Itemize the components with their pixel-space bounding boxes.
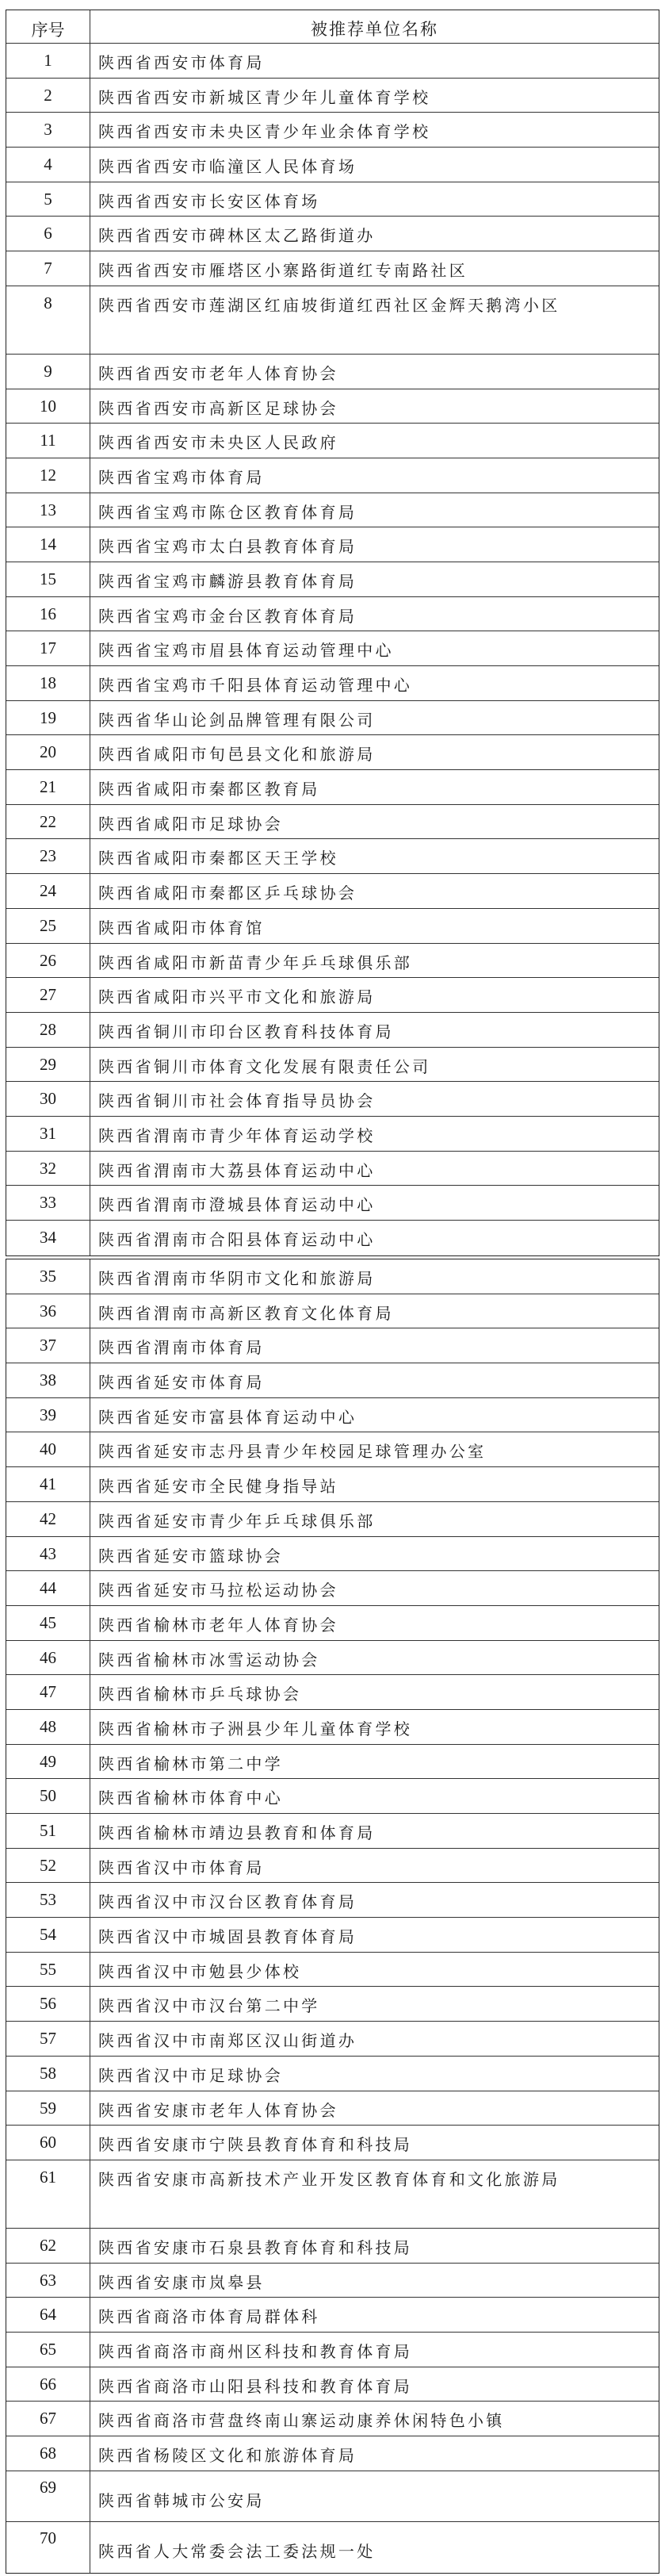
unit-name: 陕西省渭南市体育局 [98, 1338, 265, 1358]
table-row [6, 217, 659, 251]
unit-name: 陕西省商洛市山阳县科技和教育体育局 [98, 2376, 413, 2396]
table-row [6, 1294, 659, 1329]
unit-name: 陕西省渭南市大荔县体育运动中心 [98, 1160, 376, 1180]
table-row [6, 1467, 659, 1502]
table-row [6, 631, 659, 666]
row-number: 70 [6, 2522, 90, 2573]
unit-name: 陕西省咸阳市秦都区乒乓球协会 [98, 884, 357, 903]
nominee-table-part-1 [6, 10, 659, 1256]
unit-name: 陕西省宝鸡市千阳县体育运动管理中心 [98, 676, 413, 695]
unit-name: 陕西省汉中市体育局 [98, 1857, 265, 1877]
unit-name: 陕西省汉中市汉台区教育体育局 [98, 1892, 357, 1912]
unit-name: 陕西省宝鸡市体育局 [98, 467, 265, 487]
row-number: 46 [6, 1641, 90, 1675]
table-row [6, 874, 659, 909]
unit-name: 陕西省咸阳市旬邑县文化和旅游局 [98, 745, 376, 765]
row-number: 53 [6, 1883, 90, 1917]
unit-name: 陕西省渭南市青少年体育运动学校 [98, 1125, 376, 1145]
row-number: 16 [6, 597, 90, 631]
row-number: 57 [6, 2022, 90, 2056]
unit-name: 陕西省榆林市冰雪运动协会 [98, 1650, 320, 1669]
row-number: 21 [6, 770, 90, 804]
table-row [6, 701, 659, 736]
table-row [6, 1221, 659, 1255]
unit-name: 陕西省宝鸡市太白县教育体育局 [98, 537, 357, 557]
row-number: 5 [6, 182, 90, 217]
table-row [6, 2298, 659, 2333]
table-row [6, 44, 659, 79]
row-number: 52 [6, 1849, 90, 1883]
row-number: 8 [6, 286, 90, 354]
table-row [6, 389, 659, 424]
row-number: 19 [6, 701, 90, 735]
row-number: 68 [6, 2436, 90, 2471]
table-row [6, 1363, 659, 1398]
row-number: 59 [6, 2091, 90, 2126]
row-number: 32 [6, 1152, 90, 1186]
unit-name: 陕西省延安市富县体育运动中心 [98, 1407, 357, 1427]
table-row [6, 666, 659, 701]
row-number: 2 [6, 79, 90, 113]
table-row [6, 1048, 659, 1083]
row-number: 38 [6, 1363, 90, 1397]
table-row [6, 1502, 659, 1537]
unit-name: 陕西省榆林市子洲县少年儿童体育学校 [98, 1719, 413, 1738]
table-row [6, 1675, 659, 1710]
unit-name: 陕西省商洛市商州区科技和教育体育局 [98, 2341, 413, 2361]
table-row [6, 1745, 659, 1780]
unit-name: 陕西省安康市岚皋县 [98, 2272, 265, 2292]
table-row [6, 1186, 659, 1221]
table-row [6, 1117, 659, 1152]
row-number: 48 [6, 1710, 90, 1744]
unit-name: 陕西省西安市未央区青少年业余体育学校 [98, 122, 431, 142]
table-row [6, 770, 659, 805]
row-number: 49 [6, 1745, 90, 1779]
table-row [6, 79, 659, 113]
row-number: 23 [6, 839, 90, 873]
row-number: 43 [6, 1537, 90, 1571]
row-number: 24 [6, 874, 90, 908]
unit-name: 陕西省西安市未央区人民政府 [98, 433, 338, 453]
table-row [6, 182, 659, 217]
row-number: 18 [6, 666, 90, 700]
nominee-table-part-2 [6, 1259, 659, 2574]
table-row [6, 735, 659, 770]
row-number: 3 [6, 113, 90, 147]
unit-name: 陕西省咸阳市兴平市文化和旅游局 [98, 987, 376, 1007]
row-number: 4 [6, 148, 90, 182]
table-row [6, 944, 659, 979]
row-number: 64 [6, 2298, 90, 2332]
row-number: 40 [6, 1432, 90, 1466]
table-row [6, 562, 659, 597]
unit-name: 陕西省铜川市印台区教育科技体育局 [98, 1022, 394, 1041]
table-row [6, 597, 659, 632]
unit-name: 陕西省西安市高新区足球协会 [98, 398, 338, 418]
row-number: 1 [6, 44, 90, 78]
unit-name: 陕西省咸阳市秦都区天王学校 [98, 849, 338, 868]
unit-name: 陕西省宝鸡市陈仓区教育体育局 [98, 502, 357, 522]
unit-name: 陕西省西安市莲湖区红庙坡街道红西社区金辉天鹅湾小区 [98, 295, 560, 315]
row-number: 41 [6, 1467, 90, 1501]
unit-name: 陕西省宝鸡市眉县体育运动管理中心 [98, 641, 394, 661]
row-number: 35 [6, 1259, 90, 1294]
row-number: 25 [6, 909, 90, 943]
row-number: 17 [6, 631, 90, 665]
unit-name: 陕西省安康市石泉县教育体育和科技局 [98, 2237, 413, 2257]
table-row [6, 2402, 659, 2436]
row-number: 47 [6, 1675, 90, 1709]
unit-name: 陕西省西安市体育局 [98, 53, 265, 72]
row-number: 13 [6, 493, 90, 527]
row-number: 58 [6, 2057, 90, 2091]
row-number: 54 [6, 1918, 90, 1952]
row-number: 6 [6, 217, 90, 251]
row-number: 42 [6, 1502, 90, 1536]
unit-name: 陕西省铜川市社会体育指导员协会 [98, 1091, 376, 1111]
row-number: 11 [6, 424, 90, 458]
table-row [6, 148, 659, 182]
table-row [6, 2367, 659, 2402]
table-row [6, 1328, 659, 1363]
row-number: 56 [6, 1987, 90, 2021]
table-row [6, 1606, 659, 1641]
table-row [6, 2057, 659, 2091]
unit-name: 陕西省安康市老年人体育协会 [98, 2100, 338, 2120]
row-number: 62 [6, 2229, 90, 2263]
table-row [6, 805, 659, 840]
table-row [6, 1883, 659, 1918]
row-number: 61 [6, 2160, 90, 2228]
table-row [6, 1152, 659, 1186]
table-row [6, 2091, 659, 2126]
table-row [6, 1013, 659, 1048]
table-row [6, 2522, 659, 2573]
table-row [6, 1571, 659, 1606]
unit-name: 陕西省延安市青少年乒乓球俱乐部 [98, 1511, 376, 1531]
unit-name: 陕西省西安市长安区体育场 [98, 191, 320, 211]
table-row [6, 1641, 659, 1676]
header-unit-name: 被推荐单位名称 [311, 20, 438, 39]
row-number: 20 [6, 735, 90, 769]
unit-name: 陕西省安康市宁陕县教育体育和科技局 [98, 2135, 413, 2155]
table-row [6, 113, 659, 148]
unit-name: 陕西省榆林市乒乓球协会 [98, 1685, 302, 1704]
unit-name: 陕西省商洛市营盘终南山寨运动康养休闲特色小镇 [98, 2411, 505, 2431]
table-row [6, 1082, 659, 1117]
unit-name: 陕西省华山论剑品牌管理有限公司 [98, 710, 376, 730]
unit-name: 陕西省延安市全民健身指导站 [98, 1477, 338, 1497]
table-row [6, 2126, 659, 2160]
table-row [6, 2229, 659, 2264]
unit-name: 陕西省咸阳市足球协会 [98, 814, 283, 834]
unit-name: 陕西省榆林市靖边县教育和体育局 [98, 1823, 376, 1842]
header-serial-number: 序号 [6, 10, 90, 43]
row-number: 67 [6, 2402, 90, 2436]
table-row [6, 978, 659, 1013]
unit-name: 陕西省汉中市足球协会 [98, 2065, 283, 2085]
unit-name: 陕西省商洛市体育局群体科 [98, 2307, 320, 2327]
table-row [6, 286, 659, 355]
table-row [6, 1710, 659, 1745]
row-number: 7 [6, 251, 90, 286]
table-row [6, 1779, 659, 1814]
row-number: 50 [6, 1779, 90, 1813]
unit-name: 陕西省汉中市南郑区汉山街道办 [98, 2031, 357, 2051]
table-row [6, 839, 659, 874]
table-row [6, 1432, 659, 1467]
row-number: 33 [6, 1186, 90, 1220]
unit-name: 陕西省渭南市合阳县体育运动中心 [98, 1230, 376, 1249]
table-row [6, 424, 659, 458]
table-row [6, 1849, 659, 1884]
row-number: 27 [6, 978, 90, 1012]
table-header-row [6, 10, 659, 44]
table-row [6, 2160, 659, 2229]
unit-name: 陕西省西安市雁塔区小寨路街道红专南路社区 [98, 261, 468, 281]
row-number: 69 [6, 2471, 90, 2521]
row-number: 60 [6, 2126, 90, 2160]
table-row [6, 251, 659, 286]
row-number: 65 [6, 2333, 90, 2367]
row-number: 26 [6, 944, 90, 978]
table-row [6, 1537, 659, 1572]
unit-name: 陕西省延安市篮球协会 [98, 1546, 283, 1566]
table-row [6, 1814, 659, 1849]
row-number: 22 [6, 805, 90, 839]
row-number: 28 [6, 1013, 90, 1047]
table-row [6, 355, 659, 389]
unit-name: 陕西省汉中市汉台第二中学 [98, 1996, 320, 2016]
row-number: 66 [6, 2367, 90, 2402]
unit-name: 陕西省延安市马拉松运动协会 [98, 1581, 338, 1600]
unit-name: 陕西省榆林市体育中心 [98, 1788, 283, 1808]
unit-name: 陕西省咸阳市体育馆 [98, 918, 265, 937]
table-row [6, 2333, 659, 2367]
row-number: 63 [6, 2264, 90, 2298]
unit-name: 陕西省铜川市体育文化发展有限责任公司 [98, 1056, 431, 1076]
row-number: 9 [6, 355, 90, 389]
unit-name: 陕西省延安市志丹县青少年校园足球管理办公室 [98, 1442, 487, 1462]
unit-name: 陕西省渭南市高新区教育文化体育局 [98, 1303, 394, 1323]
table-row [6, 1259, 659, 1294]
row-number: 37 [6, 1328, 90, 1363]
unit-name: 陕西省宝鸡市金台区教育体育局 [98, 606, 357, 626]
table-row [6, 2264, 659, 2298]
row-number: 31 [6, 1117, 90, 1151]
unit-name: 陕西省延安市体育局 [98, 1373, 265, 1393]
row-number: 14 [6, 527, 90, 562]
unit-name: 陕西省杨陵区文化和旅游体育局 [98, 2446, 357, 2465]
table-row [6, 2471, 659, 2522]
table-row [6, 458, 659, 493]
table-row [6, 1953, 659, 1988]
unit-name: 陕西省韩城市公安局 [98, 2490, 265, 2510]
unit-name: 陕西省咸阳市秦都区教育局 [98, 780, 320, 799]
unit-name: 陕西省榆林市第二中学 [98, 1754, 283, 1773]
unit-name: 陕西省榆林市老年人体育协会 [98, 1615, 338, 1635]
row-number: 51 [6, 1814, 90, 1848]
row-number: 36 [6, 1294, 90, 1328]
table-row [6, 1398, 659, 1433]
row-number: 10 [6, 389, 90, 424]
unit-name: 陕西省宝鸡市麟游县教育体育局 [98, 571, 357, 591]
table-row [6, 909, 659, 944]
unit-name: 陕西省渭南市华阴市文化和旅游局 [98, 1269, 376, 1288]
unit-name: 陕西省西安市碑林区太乙路街道办 [98, 226, 376, 246]
table-row [6, 2436, 659, 2471]
table-row [6, 527, 659, 562]
table-row [6, 1987, 659, 2022]
unit-name: 陕西省汉中市城固县教育体育局 [98, 1927, 357, 1947]
row-number: 30 [6, 1082, 90, 1116]
row-number: 55 [6, 1953, 90, 1987]
unit-name: 陕西省西安市临潼区人民体育场 [98, 157, 357, 177]
unit-name: 陕西省西安市新城区青少年儿童体育学校 [98, 87, 431, 107]
unit-name: 陕西省汉中市勉县少体校 [98, 1961, 302, 1981]
unit-name: 陕西省渭南市澄城县体育运动中心 [98, 1195, 376, 1215]
table-row [6, 1918, 659, 1953]
unit-name: 陕西省安康市高新技术产业开发区教育体育和文化旅游局 [98, 2169, 560, 2189]
unit-name: 陕西省西安市老年人体育协会 [98, 363, 338, 383]
row-number: 44 [6, 1571, 90, 1605]
table-row [6, 493, 659, 528]
row-number: 39 [6, 1398, 90, 1432]
row-number: 29 [6, 1048, 90, 1082]
row-number: 34 [6, 1221, 90, 1255]
row-number: 45 [6, 1606, 90, 1640]
unit-name: 陕西省人大常委会法工委法规一处 [98, 2541, 376, 2561]
row-number: 15 [6, 562, 90, 596]
table-row [6, 2022, 659, 2057]
row-number: 12 [6, 458, 90, 493]
unit-name: 陕西省咸阳市新苗青少年乒乓球俱乐部 [98, 953, 413, 972]
